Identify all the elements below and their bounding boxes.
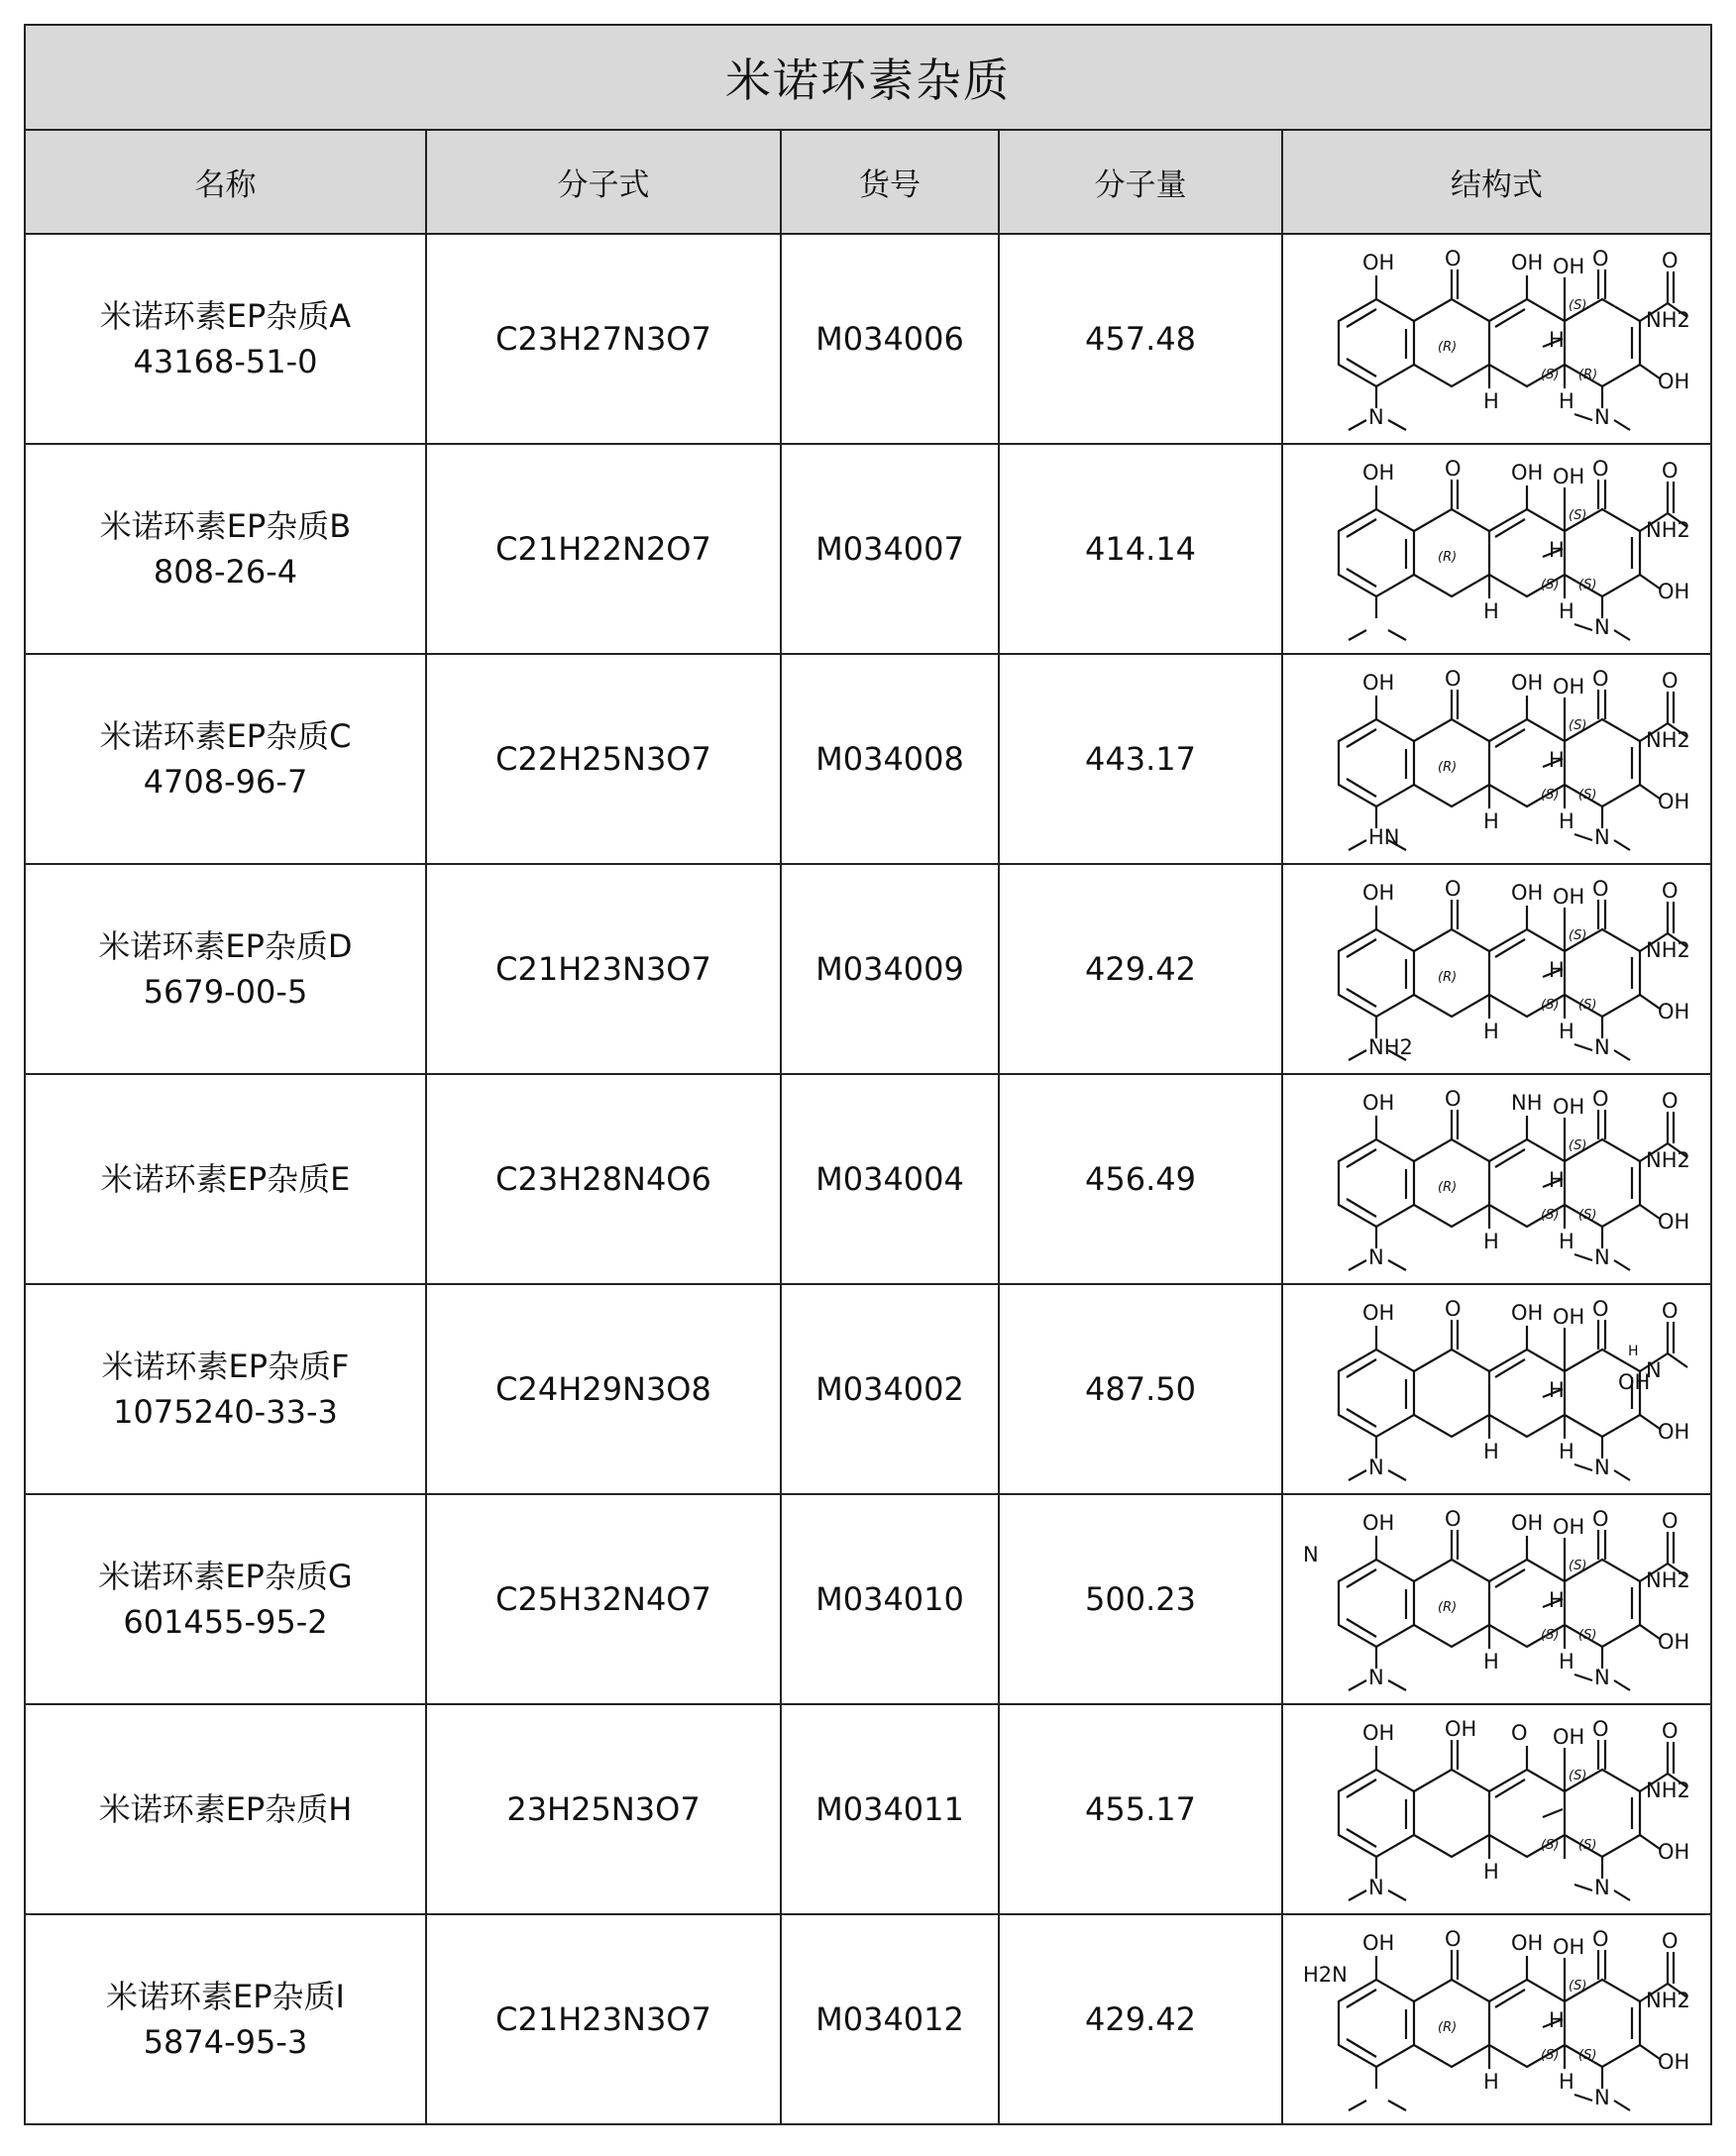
stereo-4: (R) xyxy=(1577,368,1597,382)
label-oh-3: OH xyxy=(1552,675,1584,699)
table-row xyxy=(25,444,1711,654)
label-oh-4: OH xyxy=(1657,1630,1689,1654)
atom-labels xyxy=(1362,1717,1690,1899)
formula-cell: C24H29N3O8 xyxy=(426,1284,781,1494)
structure-diagram xyxy=(1299,870,1695,1068)
header-name: 名称 xyxy=(25,130,426,234)
label-oh-3: OH xyxy=(1552,465,1584,488)
label-oh-1: OH xyxy=(1361,1091,1394,1115)
formula-cell: C25H32N4O7 xyxy=(426,1494,781,1704)
label-oh-4: OH xyxy=(1657,790,1689,813)
ring-a xyxy=(1339,929,1414,1017)
table-row xyxy=(25,864,1711,1074)
label-oh-1: OH xyxy=(1361,881,1394,905)
stereo-2: (S) xyxy=(1568,718,1586,733)
label-o-1: O xyxy=(1444,1087,1462,1111)
catalog-cell: M034006 xyxy=(781,234,999,444)
label-n-2: N xyxy=(1593,825,1610,849)
stereo-3: (S) xyxy=(1540,788,1559,803)
molecule-bonds xyxy=(1339,480,1687,640)
stereo-3: (S) xyxy=(1540,1628,1559,1643)
label-o-1: O xyxy=(1444,667,1462,691)
label-o-3: O xyxy=(1661,1719,1679,1743)
table-row xyxy=(25,1074,1711,1284)
label-h-3: H xyxy=(1558,389,1574,413)
cas-number: 5679-00-5 xyxy=(143,973,308,1011)
structure-cell xyxy=(1282,1284,1711,1494)
label-h-3: H xyxy=(1558,599,1574,623)
stereo-4: (S) xyxy=(1577,578,1596,593)
ring-a xyxy=(1339,1770,1414,1857)
compound-name: 米诺环素EP杂质I xyxy=(106,1978,345,2015)
ring-b xyxy=(1414,1349,1489,1437)
atom-labels xyxy=(1362,1087,1690,1269)
label-n-1: N xyxy=(1367,1245,1384,1269)
molecule-bonds xyxy=(1339,1950,1687,2110)
label-h-3: H xyxy=(1558,1230,1574,1253)
cas-number: 1075240-33-3 xyxy=(113,1393,338,1431)
stereo-4: (S) xyxy=(1577,1628,1596,1643)
label-h-2: H xyxy=(1548,1378,1565,1402)
label-h-3: H xyxy=(1558,1650,1574,1673)
ring-a xyxy=(1339,509,1414,596)
structure-diagram xyxy=(1299,1290,1695,1488)
label-oh-3: OH xyxy=(1552,1935,1584,1959)
label-oh-3: OH xyxy=(1552,255,1584,278)
label-n-1: N xyxy=(1367,1876,1384,1899)
label-h-1: H xyxy=(1482,1860,1499,1884)
table-row xyxy=(25,234,1711,444)
label-n-2: N xyxy=(1593,405,1610,429)
label-o-3: O xyxy=(1661,1509,1679,1533)
formula-cell: C23H27N3O7 xyxy=(426,234,781,444)
label-o-2: O xyxy=(1591,1087,1609,1111)
name-cell xyxy=(25,234,426,444)
label-oh-4: OH xyxy=(1657,1000,1689,1024)
label-oh-1: OH xyxy=(1361,671,1394,695)
label-o-1: O xyxy=(1444,877,1462,901)
label-oh-2: OH xyxy=(1510,251,1543,274)
label-h-3: H xyxy=(1558,1440,1574,1463)
stereo-4: (S) xyxy=(1577,998,1596,1013)
label-n-2: N xyxy=(1593,2086,1610,2109)
label-o-3: O xyxy=(1661,459,1679,483)
ring-a xyxy=(1339,1349,1414,1437)
catalog-cell: M034009 xyxy=(781,864,999,1074)
catalog-cell: M034004 xyxy=(781,1074,999,1284)
label-h-2: H xyxy=(1548,1168,1565,1192)
catalog-cell: M034012 xyxy=(781,1914,999,2124)
header-mw: 分子量 xyxy=(999,130,1282,234)
structure-cell xyxy=(1282,654,1711,864)
label-oh-4: OH xyxy=(1657,1210,1689,1234)
label-n-1: NH2 xyxy=(1367,1035,1413,1059)
compound-name: 米诺环素EP杂质D xyxy=(98,927,353,965)
table-title: 米诺环素杂质 xyxy=(25,25,1711,130)
formula-cell: C21H23N3O7 xyxy=(426,864,781,1074)
label-n-1: N xyxy=(1367,405,1384,429)
label-n-1: HN xyxy=(1367,825,1399,849)
name-cell xyxy=(25,654,426,864)
stereo-1: (R) xyxy=(1437,1600,1457,1615)
catalog-cell: M034010 xyxy=(781,1494,999,1704)
label-h-3: H xyxy=(1558,2070,1574,2094)
header-structure: 结构式 xyxy=(1282,130,1711,234)
cas-number: 43168-51-0 xyxy=(133,343,318,380)
stereo-3: (S) xyxy=(1540,998,1559,1013)
stereo-3: (S) xyxy=(1540,1838,1559,1853)
formula-cell: C21H22N2O7 xyxy=(426,444,781,654)
ring-b xyxy=(1414,1770,1489,1857)
label-oh-1: OH xyxy=(1361,461,1394,485)
atom-labels xyxy=(1362,667,1690,849)
mw-cell: 414.14 xyxy=(999,444,1282,654)
label-o-1: OH xyxy=(1444,1717,1476,1741)
stereo-4: (S) xyxy=(1577,1838,1596,1853)
label-o-3: O xyxy=(1661,1089,1679,1113)
name-cell xyxy=(25,1914,426,2124)
formula-cell: C21H23N3O7 xyxy=(426,1914,781,2124)
label-n-2: N xyxy=(1593,1876,1610,1899)
label-nh2: NH2 xyxy=(1645,518,1690,542)
structure-diagram xyxy=(1299,1500,1695,1698)
label-o-1: O xyxy=(1444,247,1462,270)
atom-labels xyxy=(1362,457,1690,639)
structure-cell xyxy=(1282,864,1711,1074)
label-oh-2: OH xyxy=(1510,881,1543,905)
label-o-3: O xyxy=(1661,1929,1679,1953)
label-o-2: O xyxy=(1591,877,1609,901)
label-o-2: O xyxy=(1591,247,1609,270)
cas-number: 5874-95-3 xyxy=(143,2023,308,2061)
mw-cell: 500.23 xyxy=(999,1494,1282,1704)
label-nh2: NH2 xyxy=(1645,1148,1690,1172)
label-h-2: H xyxy=(1548,538,1565,562)
label-nh2: N xyxy=(1645,1358,1662,1382)
ring-a xyxy=(1339,1560,1414,1647)
catalog-cell: M034002 xyxy=(781,1284,999,1494)
label-n-2: N xyxy=(1593,1245,1610,1269)
table-row xyxy=(25,1494,1711,1704)
header-formula: 分子式 xyxy=(426,130,781,234)
structure-diagram xyxy=(1299,450,1695,648)
label-ch2oh: OH xyxy=(1617,1370,1650,1394)
label-oh-2: NH xyxy=(1510,1091,1542,1115)
label-n-2: N xyxy=(1593,1666,1610,1689)
label-h-2: H xyxy=(1548,748,1565,772)
label-h-1: H xyxy=(1482,1650,1499,1673)
structure-cell xyxy=(1282,1704,1711,1914)
table-row xyxy=(25,1914,1711,2124)
label-n-2: N xyxy=(1593,1455,1610,1479)
label-oh-2: O xyxy=(1510,1721,1528,1745)
label-n-2: N xyxy=(1593,1035,1610,1059)
label-nh2: NH2 xyxy=(1645,1989,1690,2012)
mw-cell: 457.48 xyxy=(999,234,1282,444)
label-o-2: O xyxy=(1591,1507,1609,1531)
compound-name: 米诺环素EP杂质H xyxy=(98,1790,353,1828)
mw-cell: 429.42 xyxy=(999,864,1282,1074)
cas-number: 808-26-4 xyxy=(153,553,298,591)
stereo-1: (R) xyxy=(1437,970,1457,985)
structure-diagram xyxy=(1299,1710,1695,1908)
compound-name: 米诺环素EP杂质E xyxy=(100,1160,351,1198)
label-h-1: H xyxy=(1482,1440,1499,1463)
mw-cell: 429.42 xyxy=(999,1914,1282,2124)
mw-cell: 443.17 xyxy=(999,654,1282,864)
label-o-1: O xyxy=(1444,1507,1462,1531)
label-oh-4: OH xyxy=(1657,370,1689,393)
stereo-2: (S) xyxy=(1568,1769,1586,1783)
label-h-2: H xyxy=(1548,2008,1565,2032)
structure-diagram xyxy=(1299,660,1695,858)
label-o-2: O xyxy=(1591,1297,1609,1321)
label-h-1: H xyxy=(1482,1230,1499,1253)
stereo-1: (R) xyxy=(1437,1180,1457,1195)
name-cell xyxy=(25,864,426,1074)
label-o-3: O xyxy=(1661,669,1679,693)
molecule-bonds xyxy=(1339,1740,1687,1900)
stereo-4: (S) xyxy=(1577,2048,1596,2063)
stereo-2: (S) xyxy=(1568,1138,1586,1153)
structure-cell xyxy=(1282,1074,1711,1284)
label-oh-3: OH xyxy=(1552,885,1584,909)
stereo-3: (S) xyxy=(1540,2048,1559,2063)
ring-a xyxy=(1339,1980,1414,2067)
ring-a xyxy=(1339,719,1414,807)
formula-cell: 23H25N3O7 xyxy=(426,1704,781,1914)
label-oh-1: OH xyxy=(1361,1721,1394,1745)
label-o-3: O xyxy=(1661,249,1679,272)
name-cell xyxy=(25,1704,426,1914)
compound-name: 米诺环素EP杂质A xyxy=(99,297,352,335)
label-nh2: NH2 xyxy=(1645,1568,1690,1592)
label-nh-h: H xyxy=(1627,1344,1639,1359)
formula-cell: C23H28N4O6 xyxy=(426,1074,781,1284)
compound-name: 米诺环素EP杂质F xyxy=(101,1348,350,1385)
table-row xyxy=(25,654,1711,864)
atom-labels xyxy=(1362,1297,1689,1479)
label-o-2: O xyxy=(1591,457,1609,481)
stereo-1: (R) xyxy=(1437,550,1457,565)
label-o-3: O xyxy=(1661,1299,1679,1323)
table-row xyxy=(25,1284,1711,1494)
label-h-3: H xyxy=(1558,1020,1574,1043)
atom-labels xyxy=(1362,247,1690,429)
label-oh-2: OH xyxy=(1510,1511,1543,1535)
label-o-2: O xyxy=(1591,1717,1609,1741)
label-h-3: H xyxy=(1558,809,1574,833)
name-cell xyxy=(25,1284,426,1494)
structure-cell xyxy=(1282,234,1711,444)
catalog-cell: M034008 xyxy=(781,654,999,864)
molecule-bonds xyxy=(1339,1530,1687,1690)
compound-name: 米诺环素EP杂质G xyxy=(98,1558,353,1595)
stereo-2: (S) xyxy=(1568,1559,1586,1573)
label-h-1: H xyxy=(1482,389,1499,413)
structure-diagram xyxy=(1299,1080,1695,1278)
label-n-3: H2N xyxy=(1302,1963,1348,1987)
cas-number: 4708-96-7 xyxy=(143,763,308,801)
stereo-4: (S) xyxy=(1577,1208,1596,1223)
label-oh-4: OH xyxy=(1657,1420,1689,1444)
stereo-2: (S) xyxy=(1568,298,1586,313)
label-oh-3: OH xyxy=(1552,1305,1584,1329)
label-oh-1: OH xyxy=(1361,1301,1394,1325)
stereo-3: (S) xyxy=(1540,578,1559,593)
stereo-4: (S) xyxy=(1577,788,1596,803)
header-catalog: 货号 xyxy=(781,130,999,234)
compound-name: 米诺环素EP杂质C xyxy=(99,717,352,755)
label-nh2: NH2 xyxy=(1645,728,1690,752)
stereo-1: (R) xyxy=(1437,760,1457,775)
structure-cell xyxy=(1282,1914,1711,2124)
label-oh-1: OH xyxy=(1361,1511,1394,1535)
label-oh-2: OH xyxy=(1510,671,1543,695)
structure-diagram xyxy=(1299,240,1695,438)
label-oh-1: OH xyxy=(1361,251,1394,274)
label-oh-2: OH xyxy=(1510,461,1543,485)
mw-cell: 487.50 xyxy=(999,1284,1282,1494)
stereo-1: (R) xyxy=(1437,2020,1457,2035)
catalog-cell: M034007 xyxy=(781,444,999,654)
formula-cell: C22H25N3O7 xyxy=(426,654,781,864)
label-o-1: O xyxy=(1444,457,1462,481)
molecule-bonds xyxy=(1339,270,1687,430)
label-nh2: NH2 xyxy=(1645,308,1690,332)
label-h-1: H xyxy=(1482,599,1499,623)
label-n-2: N xyxy=(1593,615,1610,639)
label-oh-3: OH xyxy=(1552,1725,1584,1749)
label-oh-2: OH xyxy=(1510,1931,1543,1955)
label-oh-2: OH xyxy=(1510,1301,1543,1325)
label-o-3: O xyxy=(1661,879,1679,903)
atom-labels xyxy=(1362,877,1690,1059)
structure-diagram xyxy=(1299,1920,1695,2118)
label-n-3: N xyxy=(1302,1543,1319,1566)
compound-name: 米诺环素EP杂质B xyxy=(99,507,352,545)
label-oh-4: OH xyxy=(1657,1840,1689,1864)
label-o-1: O xyxy=(1444,1297,1462,1321)
ring-a xyxy=(1339,299,1414,386)
label-n-1: N xyxy=(1367,1455,1384,1479)
stereo-2: (S) xyxy=(1568,508,1586,523)
label-n-1: N xyxy=(1367,1666,1384,1689)
impurity-table xyxy=(24,24,1712,2125)
table-row xyxy=(25,1704,1711,1914)
label-oh-3: OH xyxy=(1552,1515,1584,1539)
mw-cell: 455.17 xyxy=(999,1704,1282,1914)
label-h-2: H xyxy=(1548,328,1565,352)
label-oh-3: OH xyxy=(1552,1095,1584,1119)
label-o-1: O xyxy=(1444,1927,1462,1951)
structure-cell xyxy=(1282,1494,1711,1704)
cas-number: 601455-95-2 xyxy=(123,1603,328,1641)
label-h-2: H xyxy=(1548,958,1565,982)
stereo-1: (R) xyxy=(1437,340,1457,355)
stereo-2: (S) xyxy=(1568,1979,1586,1994)
label-h-1: H xyxy=(1482,2070,1499,2094)
catalog-cell: M034011 xyxy=(781,1704,999,1914)
structure-cell xyxy=(1282,444,1711,654)
label-oh-1: OH xyxy=(1361,1931,1394,1955)
mw-cell: 456.49 xyxy=(999,1074,1282,1284)
label-o-2: O xyxy=(1591,1927,1609,1951)
name-cell xyxy=(25,1494,426,1704)
label-nh2: NH2 xyxy=(1645,1779,1690,1802)
label-nh2: NH2 xyxy=(1645,938,1690,962)
ring-a xyxy=(1339,1139,1414,1227)
label-h-1: H xyxy=(1482,809,1499,833)
label-o-2: O xyxy=(1591,667,1609,691)
name-cell xyxy=(25,1074,426,1284)
stereo-2: (S) xyxy=(1568,928,1586,943)
stereo-3: (S) xyxy=(1540,368,1559,382)
label-oh-4: OH xyxy=(1657,580,1689,603)
label-h-1: H xyxy=(1482,1020,1499,1043)
label-h-2: H xyxy=(1548,1588,1565,1612)
molecule-bonds xyxy=(1339,1110,1687,1270)
name-cell xyxy=(25,444,426,654)
stereo-3: (S) xyxy=(1540,1208,1559,1223)
label-oh-4: OH xyxy=(1657,2050,1689,2074)
